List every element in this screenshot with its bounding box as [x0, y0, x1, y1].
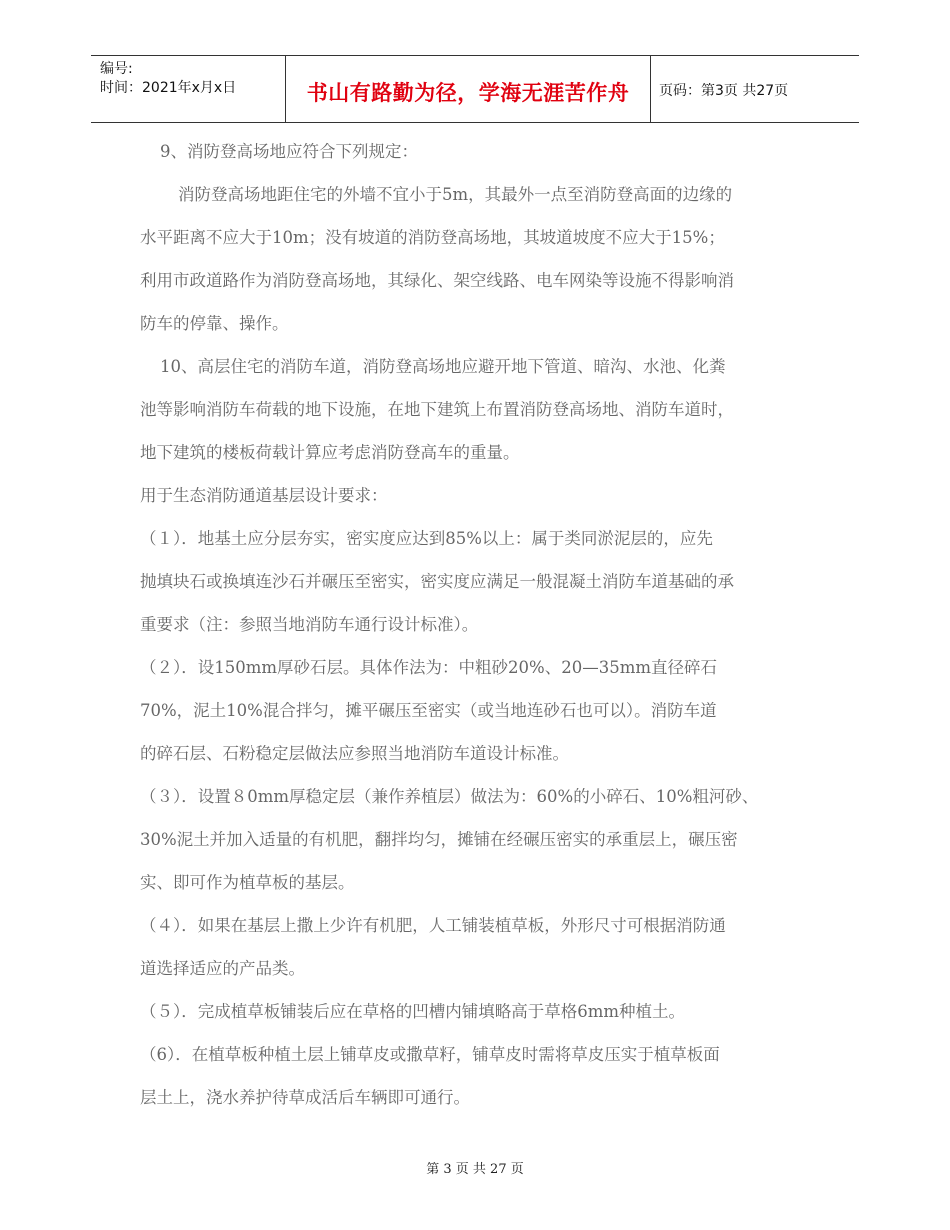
- header-page-cell: [651, 56, 859, 122]
- body-line: 水平距离不应大于10m；没有坡道的消防登高场地，其坡道坡度不应大于15%；: [140, 228, 725, 247]
- document-number-label: 编号:: [100, 61, 133, 77]
- body-line: 重要求（注：参照当地消防车通行设计标准）。: [140, 615, 479, 634]
- clause-9-heading: 9、消防登高场地应符合下列规定：: [160, 142, 418, 161]
- header-meta-cell: [91, 56, 286, 122]
- body-line: 层土上，浇水养护待草成活后车辆即可通行。: [140, 1088, 470, 1107]
- body-line: 的碎石层、石粉稳定层做法应参照当地消防车道设计标准。: [140, 744, 569, 763]
- body-line: 利用市政道路作为消防登高场地，其绿化、架空线路、电车网染等设施不得影响消: [140, 271, 734, 290]
- page-footer: 第 3 页 共 27 页: [426, 1162, 524, 1177]
- body-line: 70%，泥土10%混合拌匀，摊平碾压至密实（或当地连砂石也可以）。消防车道: [140, 701, 717, 720]
- clause-10-line: 10、高层住宅的消防车道，消防登高场地应避开地下管道、暗沟、水池、化粪: [160, 357, 726, 376]
- page-header: [91, 55, 859, 123]
- item-5-line: （５）．完成植草板铺装后应在草格的凹槽内铺填略高于草格6mm种植土。: [140, 1002, 686, 1021]
- header-motto: 书山有路勤为径，学海无涯苦作舟: [306, 81, 630, 105]
- body-line: 消防登高场地距住宅的外墙不宜小于5m，其最外一点至消防登高面的边缘的: [178, 185, 733, 204]
- body-line: 实、即可作为植草板的基层。: [140, 873, 355, 892]
- document-time-label: 时间：2021年x月x日: [100, 80, 237, 96]
- body-line: 防车的停靠、操作。: [140, 314, 289, 333]
- body-line: 抛填块石或换填连沙石并碾压至密实，密实度应满足一般混凝土消防车道基础的承: [140, 572, 734, 591]
- item-2-line: （２）．设150mm厚砂石层。具体作法为：中粗砂20%、20—35mm直径碎石: [140, 658, 717, 677]
- item-4-line: （４）．如果在基层上撒上少许有机肥，人工铺装植草板，外形尺寸可根据消防通: [140, 916, 726, 935]
- body-line: 30%泥土并加入适量的有机肥，翻拌均匀，摊铺在经碾压密实的承重层上，碾压密: [140, 830, 738, 849]
- item-1-line: （１）．地基土应分层夯实，密实度应达到85%以上：属于类同淤泥层的，应先: [140, 529, 713, 548]
- body-line: 池等影响消防车荷载的地下设施，在地下建筑上布置消防登高场地、消防车道时，: [140, 400, 734, 419]
- body-line: 道选择适应的产品类。: [140, 959, 305, 978]
- section-heading: 用于生态消防通道基层设计要求：: [140, 486, 388, 505]
- header-page-code: 页码：第3页 共27页: [659, 83, 789, 99]
- document-body: [140, 130, 830, 1119]
- header-motto-cell: [286, 56, 651, 122]
- item-6-line: （6）．在植草板种植土层上铺草皮或撒草籽，铺草皮时需将草皮压实于植草板面: [140, 1045, 720, 1064]
- item-3-line: （３）．设置８0mm厚稳定层（兼作养植层）做法为：60%的小碎石、10%粗河砂、: [140, 787, 759, 806]
- body-line: 地下建筑的楼板荷载计算应考虑消防登高车的重量。: [140, 443, 520, 462]
